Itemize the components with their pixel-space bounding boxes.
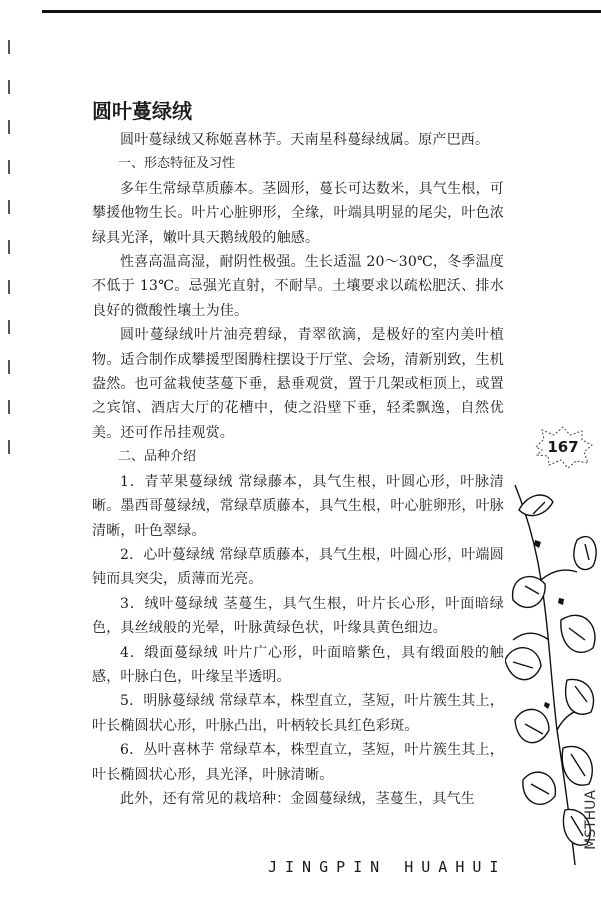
variety-paragraph: 5．明脉蔓绿绒 常绿草本，株型直立，茎短，叶片簇生其上，叶长椭圆状心形，叶脉凸出，叶柄较长具红色彩斑。: [92, 693, 504, 734]
variety-paragraph: 6．丛叶喜林芋 常绿草本，株型直立，茎短，叶片簇生其上，叶长椭圆状心形，具光泽，叶脉清晰。: [92, 742, 504, 783]
variety-paragraph: 3．绒叶蔓绿绒 茎蔓生，具气生根，叶片长心形，叶面暗绿色，具丝绒般的光晕，叶脉黄绿色状，叶缘具黄色细边。: [92, 595, 504, 637]
variety-paragraph: 2．心叶蔓绿绒 常绿草质藤本，具气生根，叶圆心形，叶端圆钝而具突尖，质薄而光亮。: [92, 546, 504, 588]
body-paragraph: 多年生常绿草质藤本。茎圆形，蔓长可达数米，具气生根，可攀援他物生长。叶片心脏卵形，全缘，叶端具明显的尾尖，叶色浓绿具光泽，嫩叶具天鹅绒般的触感。: [92, 180, 504, 246]
page-number-badge: [532, 425, 594, 469]
variety-paragraph: 此外，还有常见的栽培种：金圆蔓绿绒，茎蔓生，具气生: [120, 790, 475, 807]
body-paragraph: 性喜高温高湿，耐阴性极强。生长适温 20～30℃，冬季温度不低于 13℃。忌强光直射，不耐旱。土壤要求以疏松肥沃、排水良好的微酸性壤土为佳。: [92, 254, 504, 319]
body-paragraph: 圆叶蔓绿绒叶片油亮碧绿，青翠欲滴，是极好的室内美叶植物。适合制作成攀援型图腾柱摆设于厅堂、会场，清新别致，生机盎然。也可盆栽使茎蔓下垂，悬垂观赏，置于几架或柜顶上，或置之宾馆、酒店大厅的花槽中，使之沿壁下垂，轻柔飘逸，自然优美。还可作吊挂观赏。: [92, 327, 504, 441]
section-heading: 二、品种介绍: [118, 449, 197, 465]
section-heading: 一、形态特征及习性: [118, 156, 236, 172]
variety-paragraph: 1．青苹果蔓绿绒 常绿藤本，具气生根，叶圆心形，叶脉清晰。墨西哥蔓绿绒，常绿草质藤本，具气生根，叶心脏卵形，叶脉清晰，叶色翠绿。: [92, 473, 504, 539]
page-number: 167: [547, 438, 579, 456]
binding-edge-marks: [8, 40, 10, 460]
variety-paragraph: 4．缎面蔓绿绒 叶片广心形，叶面暗紫色，具有缎面般的触感，叶脉白色，叶缘呈半透明。: [92, 644, 504, 685]
intro-paragraph: 圆叶蔓绿绒又称姬喜林芋。天南星科蔓绿绒属。原产巴西。: [120, 132, 490, 148]
page-body: [92, 96, 504, 811]
footer-running-title: JINGPIN HUAHUI: [268, 858, 507, 876]
header-rule: [42, 10, 601, 13]
watermark: MSTHUA: [583, 790, 599, 850]
page-title: 圆叶蔓绿绒: [92, 99, 192, 123]
